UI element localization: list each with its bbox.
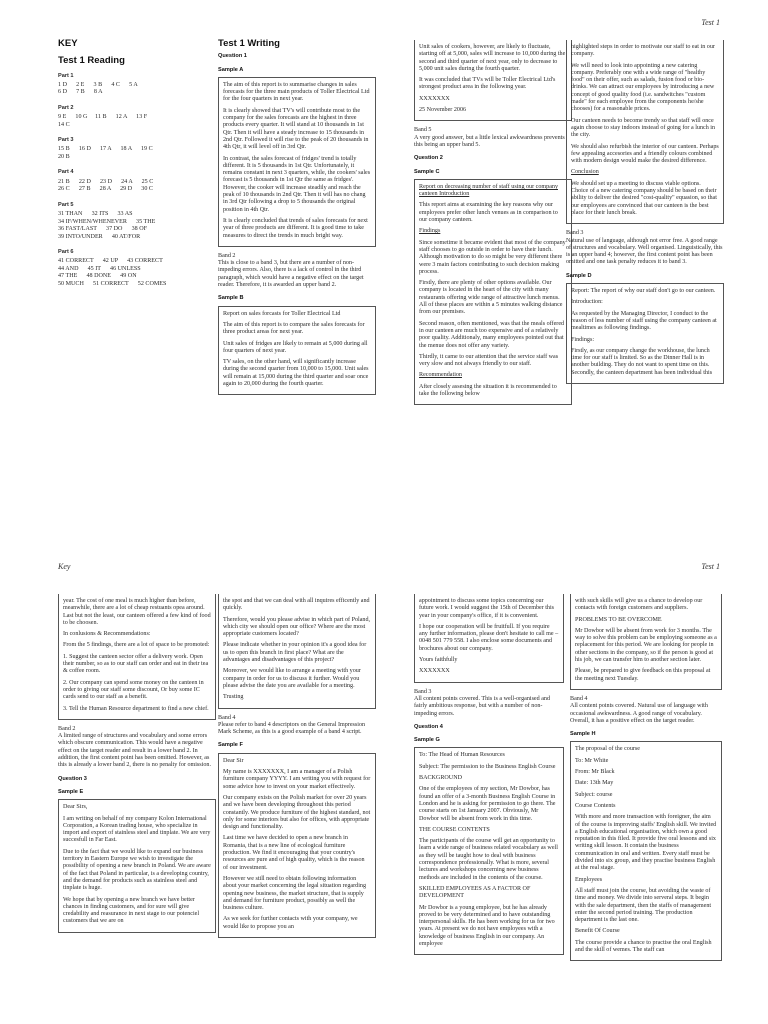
sample-g-box: [414, 747, 564, 955]
sample-c-continued-box: [566, 40, 724, 224]
paragraph: Employees: [575, 876, 603, 883]
sample-f-box: [218, 753, 376, 938]
paragraph: Unit sales of cookers, however, are likely to fluctuate, starting off at 5,000, sales will increase to 10,000 during the second and third quarter of next year, only to decrease to 5,000 unit sales during the fourth quarter.: [419, 44, 566, 72]
writing-column-7: [570, 594, 722, 967]
paragraph: with such skills will give us a chance to develop our contacts with foreign customers and suppliers.: [575, 598, 703, 612]
paragraph: appointment to discuss some topics concerning our future work. I would suggest the 15th of December this year in your company's office, if it is convenient.: [419, 598, 555, 619]
writing-column-6: [414, 594, 564, 961]
paragraph: From: Mr Black: [575, 769, 615, 776]
sample-b-continued-box: [414, 40, 572, 121]
paragraph: The participants of the course will get an opportunity to learn a wide range of business related vocabulary as well as they will be taught how to deal with business correspondence professionally. What is more, several lectures and workshops concerning new business methods are included in the contents of the course.: [419, 838, 558, 881]
sample-label: Sample A: [218, 66, 244, 73]
writing-title: Test 1 Writing: [218, 38, 280, 49]
writing-column-5: [218, 594, 376, 944]
key-title: KEY: [58, 38, 78, 49]
sample-label: Sample E: [58, 788, 84, 795]
paragraph: Due to the fact that we would like to expand our business territory in Eastern Europe we wish to investigate the possibility of opening a new branch in Poland. We are aware of the fact that Poland in particular, is a developing country, and the demand for products such as stainless steel and tinplate is huge.: [63, 848, 211, 892]
band-title: Band 5: [414, 127, 432, 134]
paragraph: The course provide a chance to practise the oral English and the skill of wemes. The staff can: [575, 939, 712, 953]
paragraph: Thirdly, it came to our attention that the service staff was very slow and not always friendly to our staff.: [419, 353, 559, 368]
paragraph: It was concluded that TVs will be Toller Electrical Ltd's strongest product area in the following year.: [419, 77, 556, 91]
sample-e-continued-box: [218, 594, 376, 709]
paragraph: Introduction:: [571, 299, 603, 306]
paragraph: Subject: The permission to the Business English Course: [419, 763, 556, 770]
paragraph: TV sales, on the other hand, will significantly increase during the second quarter from 10,000 to 15,000. Unit sales will remain at 15,000 during the third quarter and soar once again to 20,000 during the fourth quarter.: [223, 359, 369, 387]
answer-line: 44 AND 45 IT 46 UNLESS: [58, 265, 141, 272]
paragraph: To: Mr White: [575, 757, 609, 764]
paragraph: The aim of this report is to summarise changes in sales forecasts for the three main products of Toller Electrical Ltd for the four quarters in next year.: [223, 81, 370, 103]
section-heading: Findings: [419, 228, 441, 235]
band-comment: All content points covered. Natural use of language with occasional awkwardness. A good range of vocabulary. Overall, it has a positive effect on the target reader.: [570, 703, 708, 724]
band-title: Band 4: [570, 695, 588, 702]
paragraph: the spot and that we can deal with all inquires efficently and quickly.: [223, 598, 370, 612]
sample-label: Sample B: [218, 295, 244, 302]
paragraph: We should also refurbish the interior of our canteen. Perhaps few appealing accesories and a friendly colours combined with modern design would make the desired difference.: [571, 143, 719, 165]
paragraph: Therefore, would you please advise in which part of Poland, which city we should open our office? Where are the most appropriate customers located?: [223, 616, 371, 638]
paragraph: Our company exists on the Polish market for over 20 years and we have been developing throughout this period constantly. We produce furniture of the highest standard, not only for some interiors but also for offices, with appropriate design and functionality.: [223, 794, 371, 831]
paragraph: Mr Dowbor will be absent from work for 3 months. The way to solve this problem can be employing someone as a replacement for this period. We are looking for people in other sections in the company, so if the person is good at his job, we can transfer him to another section later.: [575, 627, 717, 664]
paragraph: Dear Sirs,: [63, 804, 88, 811]
reading-title: Test 1 Reading: [58, 55, 125, 67]
band-title: Band 3: [566, 230, 584, 237]
answer-line: 39 INTO/UNDER 40 AT/FOR: [58, 233, 141, 240]
paragraph: As we seek for further contacts with your company, we would like to propose you an: [223, 916, 358, 930]
paragraph: I am writing on behalf of my company Kolon International Corporation, a Korean trading house, who specialize in import and export of stainless steel and tinplate. We are very succesfull in Far East.: [63, 815, 211, 844]
part-label: Part 4: [58, 169, 74, 176]
sample-h-box: [570, 741, 722, 961]
paragraph: In conlusions & Recommendations:: [63, 631, 151, 638]
paragraph: Report: The report of why our staff don't go to our canteen.: [571, 288, 716, 295]
paragraph: Firstly, there are plenty of other options available. Our company is located in the heart of the city with many restaurants offering wide range of attractive lunch menus. All of these places are within a 5 minutes walking distance from our premises.: [419, 280, 563, 316]
section-heading: Recommendation: [419, 372, 462, 379]
paragraph: It is clearly concluded that trends of sales forecasts for next year of three products are different. It is good time to take measures to direct the trends in much bright way.: [223, 217, 368, 239]
paragraph: Subject: course: [575, 791, 613, 798]
paragraph: Date: 13th May: [575, 780, 614, 787]
answer-line: 31 THAN 32 ITS 33 AS: [58, 211, 133, 218]
running-head-right: Test 1: [701, 562, 720, 571]
sample-label: Sample D: [566, 272, 592, 279]
paragraph: highlighted steps in order to motivate our staff to eat in our company.: [571, 44, 715, 58]
paragraph: All staff must join the course, but avoiding the waste of time and money. We divide into serveral steps. It begin with the sale department, then the staffs of management enter the second period training. The production department is the last one.: [575, 887, 712, 924]
paragraph: Benefit Of Course: [575, 928, 620, 935]
paragraph: With more and more transaction with foreigner, the aim of the course is improving staffs' English skill. We invited a English educational organisation, which own a good reputation in this filed. It provide five oral lessons and six writing skill lesson. It contain the business communication in oral and written. Every staff must be divided into six group, and they practise business English at the real stage.: [575, 814, 717, 872]
paragraph: One of the employees of my section, Mr Dowbor, has found an offer of a 3-month Business English Course in London and he is asking for permission to go there. The course starts on 1st January 2007. Obviously, Mr Dowbor will be absent from work in this time.: [419, 786, 556, 822]
paragraph: I hope our cooperation will be fruitfull. If you require any further information, please don't hesitate to call me – 0048 501 779 558. I also enclose some documents and brochures about our company.: [419, 623, 559, 652]
writing-column-2: [414, 40, 572, 411]
paragraph: Second reason, often mentioned, was that the meals offered in our canteen are much too expensive and of a relatively poor quality. Additionaly, many employees pointed out that the menue does not offer any variety.: [419, 320, 565, 349]
sample-label: Sample H: [570, 731, 596, 738]
paragraph: Since sometime it became evident that most of the company staff chooses to go outside in order to have their lunch. Although motivation to do so might be very different there were 3 main factors contributing to such decision making process.: [419, 239, 566, 275]
sample-b-box: [218, 306, 376, 396]
sample-g-continued-box: [570, 594, 722, 690]
paragraph: Unit sales of fridges are likely to remain at 5,000 during all four quarters of next year.: [223, 340, 368, 354]
paragraph: We should set up a meeting to discuss viable options. Choice of a new catering company should be based on their ability to deliver the desired "cost-quality" equasion, so that our employees are convinced that our canteen is the best place for their lunch break.: [571, 180, 717, 216]
paragraph: Please indicate whether in your opinion it's a good idea for us to open this branch in first place? What are the advantages and disadvantages of this project?: [223, 642, 367, 664]
sample-e-box: [58, 799, 216, 932]
paragraph: It is clearly showed that TV's will contribute most to the company for the sales forecasts are the highest in three products every quarter. It will stand at 10 thousands in 1st Qtr. Then it will have a steady increase to 15 thousands in 2nd Qtr. Followed it will rise to the peak of 20 thousands in 4th Qtr, it will level off in 3rd Qtr.: [223, 107, 369, 151]
paragraph: PROBLEMS TO BE OVERCOME: [575, 616, 662, 623]
writing-column-4: [58, 594, 216, 939]
paragraph: From the 5 findings, there are a lot of space to be promoted:: [63, 642, 210, 649]
band-comment: A very good answer, but a little lexical awkwardness prevents this being an upper band 5.: [414, 134, 565, 148]
sample-label: Sample F: [218, 742, 243, 749]
paragraph: year. The cost of one meal is much higher than before, meanwhile, there are a lot of cheap restuants opea around. Last but not the least, our canteen offered a few kind of food to be choosen.: [63, 598, 211, 626]
paragraph: XXXXXXX: [419, 668, 450, 675]
paragraph: My name is XXXXXXX, I am a manager of a Polish furniture company YYYY. I am writing you with request for some advice how to invest on your market effectively.: [223, 769, 371, 790]
part-label: Part 1: [58, 72, 74, 79]
question-label: Question 2: [414, 155, 443, 162]
writing-column-1: [218, 40, 376, 401]
paragraph: We hope that by opening a new branch we have better chances in finding customers, and for sure will give credability and reasurance in next stage to our potenciel customers that we are on: [63, 896, 200, 925]
answer-line: 50 MUCH 51 CORRECT 52 COMES: [58, 280, 167, 287]
sample-f-continued-box: [414, 594, 564, 683]
paragraph: Trusting: [223, 694, 244, 701]
band-comment: A limited range of structures and vocabulary and some errors which obscure communication. This would have a negative effect on the target reader and result in a lower band 2. In addition, the first content point has been omitted. However, as this is already a lower band 2, there is no penalty for omission.: [58, 733, 211, 769]
question-label: Question 1: [218, 53, 247, 60]
reading-key-column: [58, 40, 198, 288]
paragraph: However we still need to obtain following information about your market concerning the legal situation regarding opening new business, the market structure, that is supply and demand for furniture product, possibly as well the business culture.: [223, 875, 366, 912]
paragraph: Yours faithfully: [419, 657, 458, 664]
answer-line: 20 B: [58, 153, 70, 160]
band-comment: All content points covered. This is a well-organised and fairly ambitious response, but with a number of non-impeding errors.: [414, 695, 551, 717]
answer-line: 6 D 7 B 8 A: [58, 89, 103, 96]
paragraph: We will need to look into appointing a new catering company. Preferably one with a wide range of "healthy food" on their offer, such as salads, fusion food or bio-drinks. We can attract our employees by introducing a new concept of good quality food (i.e. sandwitches "custom made" for each employee from the components he/she chooses) for a reasonable prices.: [571, 62, 715, 113]
band-title: Band 3: [414, 688, 432, 695]
sample-d-box: [566, 283, 724, 384]
part-label: Part 2: [58, 104, 74, 111]
paragraph: XXXXXXX: [419, 95, 450, 102]
answer-line: 1 D 2 E 3 B 4 C 5 A: [58, 81, 138, 88]
question-label: Question 3: [58, 775, 87, 782]
answer-line: 26 C 27 B 28 A 29 D 30 C: [58, 186, 153, 193]
sample-c-box: [414, 179, 572, 405]
sample-label: Sample G: [414, 737, 440, 744]
paragraph: THE COURSE CONTENTS: [419, 826, 490, 833]
paragraph: 1. Suggest the canteen sector offer a delivery work. Open their number, so as to our staff can order and eat in their tea & coffee room.: [63, 653, 209, 675]
answer-line: 47 THE 48 DONE 49 ON: [58, 273, 137, 280]
part-label: Part 5: [58, 201, 74, 208]
band-title: Band 4: [218, 714, 236, 721]
paragraph: In contrast, the sales forecast of fridges' trend is totally different. It is 5 thousands in 1st Qtr. Unfortunately, it remains constant in next 3 quarters, while, the cookers' sales forecast is 5 thousands in 1st Qtr the same as fridges'. However, the cooker will increase steadily and reach the peak of 10 thousands in 2nd Qtr. Then it will has no chang in 3rd Qtr following a drop to 5 thousands the original position in 4th Qtr.: [223, 155, 371, 213]
paragraph: 3. Tell the Human Resource department to find a new chief.: [63, 705, 209, 712]
section-heading: Conclusion: [571, 169, 599, 176]
running-head: Test 1: [701, 18, 720, 27]
answer-line: 21 B 22 D 23 D 24 A 25 C: [58, 178, 154, 185]
band-comment: Please refer to band 4 descriptors on the General Impression Mark Scheme, as this is a good example of a band 4 script.: [218, 721, 366, 736]
part-label: Part 6: [58, 249, 74, 256]
running-head-left: Key: [58, 562, 71, 571]
paragraph: Findings:: [571, 336, 595, 343]
paragraph: Dear Sir: [223, 757, 244, 764]
paragraph: Please, be prepared to give feedback on this proposal at the meeting next Tuesday.: [575, 668, 711, 682]
reading-parts: [58, 73, 198, 289]
report-heading: Report on decreasing number of staff using our company canteen Introduction: [419, 183, 558, 198]
answer-line: 41 CORRECT 42 UP 43 CORRECT: [58, 258, 163, 265]
paragraph: To: The Head of Human Resources: [419, 752, 505, 759]
paragraph: 2. Our company can spend some money on the canteen in order to giving our staff some discount, Or buy some IC cards send to our staff as a benefit.: [63, 679, 204, 701]
question-label: Question 4: [414, 723, 443, 730]
answer-line: 34 IF/WHEN/WHENEVER 35 THE: [58, 218, 156, 225]
answer-key-page-2: [0, 512, 768, 1024]
sample-label: Sample C: [414, 168, 440, 175]
paragraph: Our canteen needs to become trendy so that staff will once again choose to stay indoors instead of going for a lunch in the city.: [571, 117, 716, 139]
band-title: Band 2: [218, 252, 236, 259]
paragraph: Firstly, as our company change the workhouse, the lunch time for our staff is limited. So as the Dinner Hall is in another building. They do not want to spent time on this. Secondly, the canteen department has been individual this: [571, 347, 713, 376]
answer-line: 14 C: [58, 121, 70, 128]
answer-line: 36 FAST/LAST 37 DO 38 OF: [58, 226, 147, 233]
paragraph: Course Contents: [575, 802, 616, 809]
paragraph: SKILLED EMPLOYEES AS A FACTOR OF DEVELOPMENT: [419, 885, 531, 900]
paragraph: Last time we have decided to open a new branch in Romania, that is a new line of ecological furniture production. We find it encouraging that your country's resources are pure and of high quality, which is the reason of our investment.: [223, 835, 365, 871]
paragraph: 25 November 2006: [419, 107, 467, 114]
part-label: Part 3: [58, 137, 74, 144]
paragraph: Report on sales forcasts for Toller Electrical Ltd: [223, 310, 341, 317]
paragraph: The proposal of the course: [575, 746, 640, 753]
paragraph: Moreover, we would like to arrange a meeting with your company in order for us to discuss it further. Would you please advise the date you are available for a meeting.: [223, 668, 361, 689]
band-title: Band 2: [58, 725, 76, 732]
band-comment: Natural use of language, although not error free. A good range of structures and vocabulary. Well organised. Linguistically, this is an upper band 4; however, the first content point has been omitted and one task penalty reduces it to band 3.: [566, 237, 723, 266]
paragraph: After closely assesing the situation it is recommended to take the following below: [419, 383, 557, 397]
writing-column-3: [566, 40, 724, 390]
sample-d-continued-box: [58, 594, 216, 720]
paragraph: BACKGROUND: [419, 775, 462, 782]
band-comment: This is close to a band 3, but there are a number of non-impeding errors. Also, there is a lack of control in the third paragraph, which would have a negative effect on the target reader. Therefore, it is awarded an upper band 2.: [218, 260, 364, 289]
answer-line: 15 B 16 D 17 A 18 A 19 C: [58, 146, 153, 153]
paragraph: The aim of this report is to compare the sales forecasts for three product areas for next year.: [223, 321, 365, 336]
answer-line: 9 E 10 G 11 B 12 A 13 F: [58, 114, 148, 121]
paragraph: This report aims at examining the key reasons why our employees prefer other lunch venues as in comparison to our company canteen.: [419, 202, 558, 224]
sample-a-box: [218, 77, 376, 247]
paragraph: Mr Dowbor is a young employee, but he has already proved to be very determined and to have outstanding interpersonal skills. He has been working for us for two years. At present we do not have employees with a knowledge of business English in our company. An employee: [419, 904, 555, 947]
paragraph: As requested by the Managing Director, I conduct to the reason of less number of staff using the company canteen at mealtimes as following findings.: [571, 310, 717, 332]
